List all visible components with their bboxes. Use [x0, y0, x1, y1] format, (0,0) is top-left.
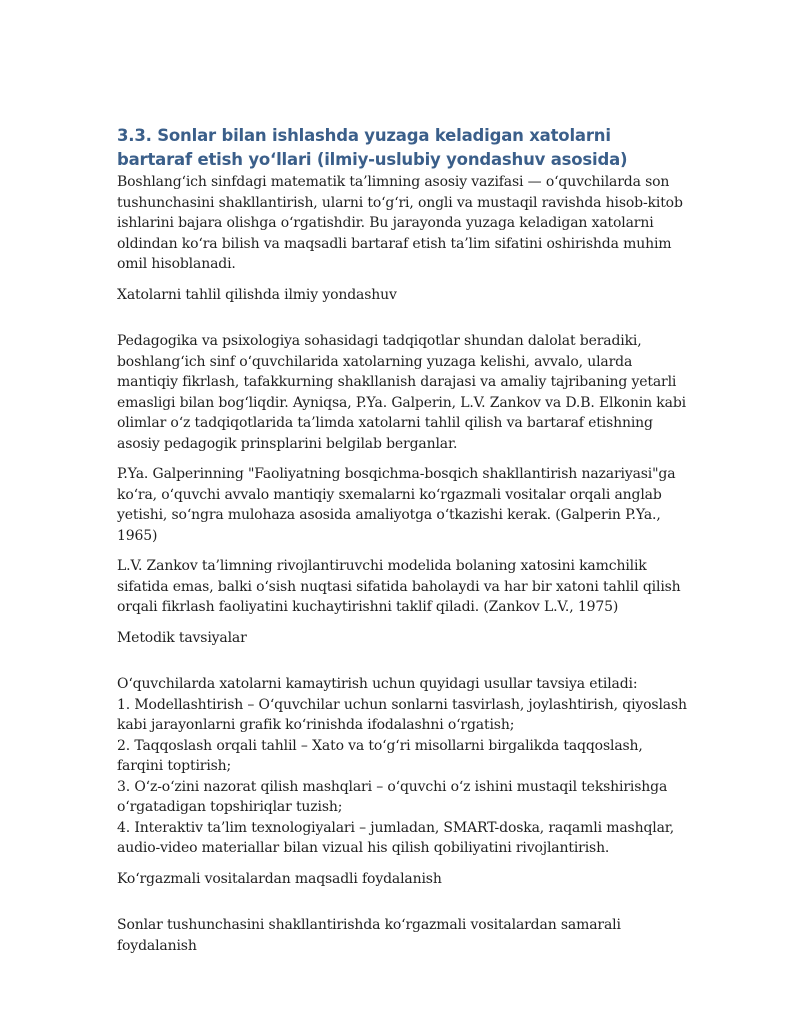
subheading-visual-aids: Ko‘rgazmali vositalardan maqsadli foydalanish	[117, 870, 442, 887]
recommendations-block	[117, 674, 689, 859]
document-body	[117, 124, 689, 956]
recommendations-lead: O‘quvchilarda xatolarni kamaytirish uchun quyidagi usullar tavsiya etiladi:	[117, 676, 638, 692]
subheading-scientific-approach: Xatolarni tahlil qilishda ilmiy yondashuv	[117, 286, 397, 303]
intro-paragraph: Boshlang‘ich sinfdagi matematik ta’limning asosiy vazifasi — o‘quvchilarda son tushunchasini shakllantirish, ularni to‘g‘ri, ongli va mustaqil ravishda hisob-kitob ishlarini bajara olishga o‘rgatishdir. Bu jarayonda yuzaga keladigan xatolarni oldindan ko‘ra bilish va maqsadli bartaraf etish ta’lim sifatini oshirishda muhim omil hisoblanadi.	[117, 174, 683, 272]
list-item: 4. Interaktiv ta’lim texnologiyalari – jumladan, SMART-doska, raqamli mashqlar, audio-video materiallar bilan vizual his qilish qobiliyatini rivojlantirish.	[117, 819, 675, 856]
paragraph-galperin: P.Ya. Galperinning "Faoliyatning bosqichma-bosqich shakllantirish nazariyasi"ga ko‘ra, o‘quvchi avvalo mantiqiy sxemalarni ko‘rgazmali vositalar orqali anglab yetishi, so‘ngra mulohaza asosida amaliyotga o‘tkazishi kerak. (Galperin P.Ya., 1965)	[117, 466, 676, 544]
list-item: 2. Taqqoslash orqali tahlil – Xato va to‘g‘ri misollarni birgalikda taqqoslash, farqini toptirish;	[117, 737, 643, 774]
paragraph-research: Pedagogika va psixologiya sohasidagi tadqiqotlar shundan dalolat beradiki, boshlang‘ich sinf o‘quvchilarida xatolarning yuzaga kelishi, avvalo, ularda mantiqiy fikrlash, tafakkurning shakllanish darajasi va amaliy tajribaning yetarli emasligi bilan bog‘liqdir. Ayniqsa, P.Ya. Galperin, L.V. Zankov va D.B. Elkonin kabi olimlar o‘z tadqiqotlarida ta’limda xatolarni tahlil qilish va bartaraf etishning asosiy pedagogik prinsplarini belgilab berganlar.	[117, 333, 686, 452]
list-item: 1. Modellashtirish – O‘quvchilar uchun sonlarni tasvirlash, joylashtirish, qiyoslash kabi jarayonlarni grafik ko‘rinishda ifodalashni o‘rgatish;	[117, 696, 687, 733]
subheading-methodical-recommendations: Metodik tavsiyalar	[117, 629, 247, 646]
paragraph-visual-aids: Sonlar tushunchasini shakllantirishda ko‘rgazmali vositalardan samarali foydalanish	[117, 917, 621, 954]
paragraph-zankov: L.V. Zankov ta’limning rivojlantiruvchi modelida bolaning xatosini kamchilik sifatida emas, balki o‘sish nuqtasi sifatida baholaydi va har bir xatoni tahlil qilish orqali fikrlash faoliyatini kuchaytirishni taklif qiladi. (Zankov L.V., 1975)	[117, 558, 681, 615]
list-item: 3. O‘z-o‘zini nazorat qilish mashqlari – o‘quvchi o‘z ishini mustaqil tekshirishga o‘rgatadigan topshiriqlar tuzish;	[117, 778, 668, 815]
section-heading: 3.3. Sonlar bilan ishlashda yuzaga keladigan xatolarni bartaraf etish yo‘llari (ilmiy-uslubiy yondashuv asosida)	[117, 126, 628, 169]
